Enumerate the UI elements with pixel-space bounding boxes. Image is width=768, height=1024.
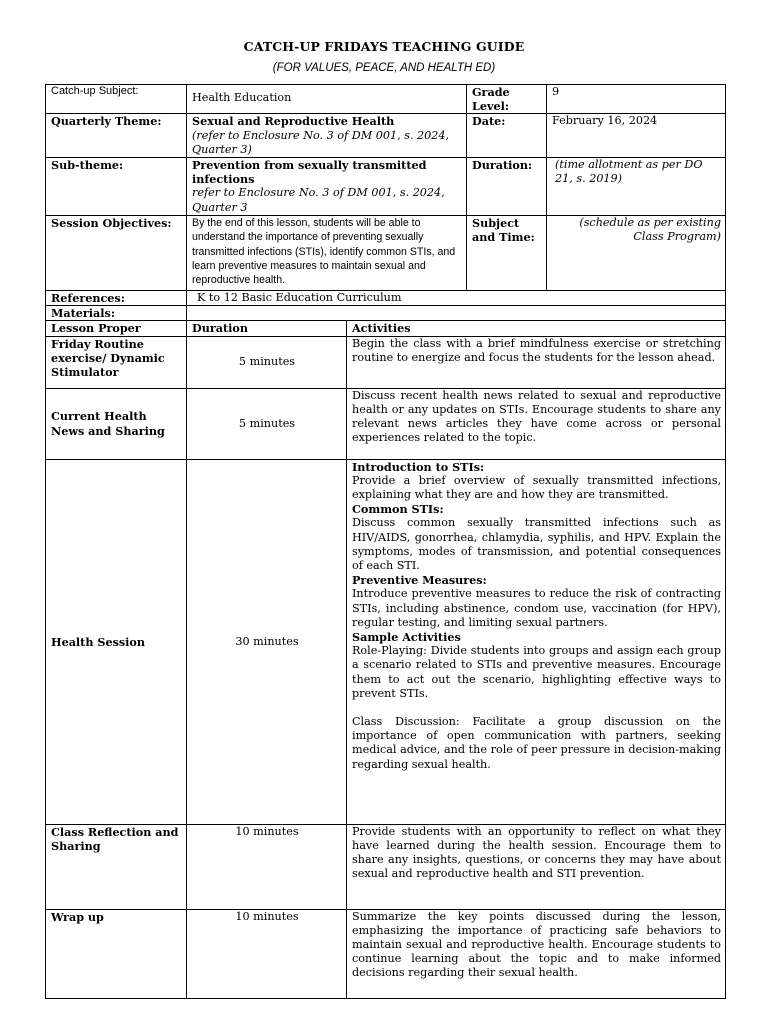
lesson-row-name: Wrap up <box>46 909 187 998</box>
duration-value: (time allotment as per DO 21, s. 2019) <box>547 158 726 216</box>
lesson-row-name: Friday Routine exercise/ Dynamic Stimulator <box>46 336 187 388</box>
subject-value: Health Education <box>187 85 467 114</box>
header-duration: Duration <box>187 321 347 336</box>
teaching-guide-table <box>45 84 726 999</box>
lesson-row-duration: 10 minutes <box>187 824 347 909</box>
subject-row <box>46 85 726 114</box>
subject-time-label: Subject and Time: <box>467 216 547 291</box>
intro-heading: Introduction to STIs: <box>352 459 485 474</box>
date-value: February 16, 2024 <box>547 114 726 158</box>
materials-value <box>187 306 726 321</box>
subject-time-value: (schedule as per existing Class Program) <box>547 216 726 291</box>
lesson-row-duration: 5 minutes <box>187 388 347 459</box>
preventive-heading: Preventive Measures: <box>352 573 487 588</box>
page-subtitle: (FOR VALUES, PEACE, AND HEALTH ED) <box>272 62 496 74</box>
lesson-row-name: Class Reflection and Sharing <box>46 824 187 909</box>
theme-value: Sexual and Reproductive Health <box>192 114 395 129</box>
materials-row <box>46 306 726 321</box>
lesson-row <box>46 824 726 909</box>
references-row <box>46 291 726 306</box>
subject-label: Catch-up Subject: <box>46 85 187 114</box>
grade-value: 9 <box>547 85 726 114</box>
health-session-activities <box>347 459 726 824</box>
grade-label: Grade Level: <box>467 85 547 114</box>
common-text: Discuss common sexually transmitted infections such as HIV/AIDS, gonorrhea, chlamydia, syphilis, and HPV. Explain the symptoms, modes of transmission, and potential consequences of each STI. <box>352 516 721 573</box>
materials-label: Materials: <box>46 306 187 321</box>
lesson-row-activity: Begin the class with a brief mindfulness exercise or stretching routine to energize and focus the students for the lesson ahead. <box>347 336 726 388</box>
subtheme-reference: refer to Enclosure No. 3 of DM 001, s. 2024, Quarter 3 <box>192 186 445 214</box>
lesson-row-activity: Summarize the key points discussed during the lesson, emphasizing the importance of practicing safe behaviors to maintain sexual and reproductive health. Encourage students to continue learning about the topic and to make informed decisions regarding their sexual health. <box>347 909 726 998</box>
page-title: CATCH-UP FRIDAYS TEACHING GUIDE <box>243 39 525 54</box>
header-lesson-proper: Lesson Proper <box>46 321 187 336</box>
common-heading: Common STIs: <box>352 502 444 517</box>
roleplay-text: Role-Playing: Divide students into groups and assign each group a scenario related to STIs and preventive measures. Encourage them to act out the scenario, highlighting effective ways to prevent STIs. <box>352 644 721 700</box>
lesson-row-name: Health Session <box>46 459 187 824</box>
lesson-row-activity: Discuss recent health news related to sexual and reproductive health or any updates on STIs. Encourage students to share any relevant news articles they have come across or personal experiences related to the topic. <box>347 388 726 459</box>
theme-cell <box>187 114 467 158</box>
spacer <box>352 701 721 715</box>
sample-heading: Sample Activities <box>352 630 461 645</box>
objectives-value: By the end of this lesson, students will be able to understand the importance of preventing sexually transmitted infections (STIs), identify common STIs, and learn preventive measures to maintain sexual and reproductive health. <box>187 216 467 291</box>
discussion-text: Class Discussion: Facilitate a group discussion on the importance of open communication with partners, seeking medical advice, and the role of peer pressure in decision-making regarding sexual health. <box>352 715 721 771</box>
lesson-row-duration: 30 minutes <box>187 459 347 824</box>
subtheme-label: Sub-theme: <box>46 158 187 216</box>
lesson-row <box>46 909 726 998</box>
date-label: Date: <box>467 114 547 158</box>
subtheme-value: Prevention from sexually transmitted infections <box>192 158 427 187</box>
objectives-row <box>46 216 726 291</box>
lesson-row <box>46 388 726 459</box>
lesson-row-name: Current Health News and Sharing <box>46 388 187 459</box>
lesson-row-activity: Provide students with an opportunity to reflect on what they have learned during the health session. Encourage them to share any insights, questions, or concerns they may have about sexual and reproductive health and STI prevention. <box>347 824 726 909</box>
theme-label: Quarterly Theme: <box>46 114 187 158</box>
lesson-row-duration: 10 minutes <box>187 909 347 998</box>
lesson-row-duration: 5 minutes <box>187 336 347 388</box>
lesson-row-health-session <box>46 459 726 824</box>
theme-row <box>46 114 726 158</box>
objectives-label: Session Objectives: <box>46 216 187 291</box>
subtheme-row <box>46 158 726 216</box>
header-activities: Activities <box>347 321 726 336</box>
intro-text: Provide a brief overview of sexually transmitted infections, explaining what they are and how they are transmitted. <box>352 473 721 502</box>
duration-label: Duration: <box>467 158 547 216</box>
preventive-text: Introduce preventive measures to reduce the risk of contracting STIs, including abstinence, condom use, vaccination (for HPV), regular testing, and limiting sexual partners. <box>352 587 721 629</box>
lesson-header-row <box>46 321 726 336</box>
subtheme-cell <box>187 158 467 216</box>
references-value: K to 12 Basic Education Curriculum <box>187 291 726 306</box>
theme-reference: (refer to Enclosure No. 3 of DM 001, s. 2024, Quarter 3) <box>192 128 450 156</box>
references-label: References: <box>46 291 187 306</box>
lesson-row <box>46 336 726 388</box>
